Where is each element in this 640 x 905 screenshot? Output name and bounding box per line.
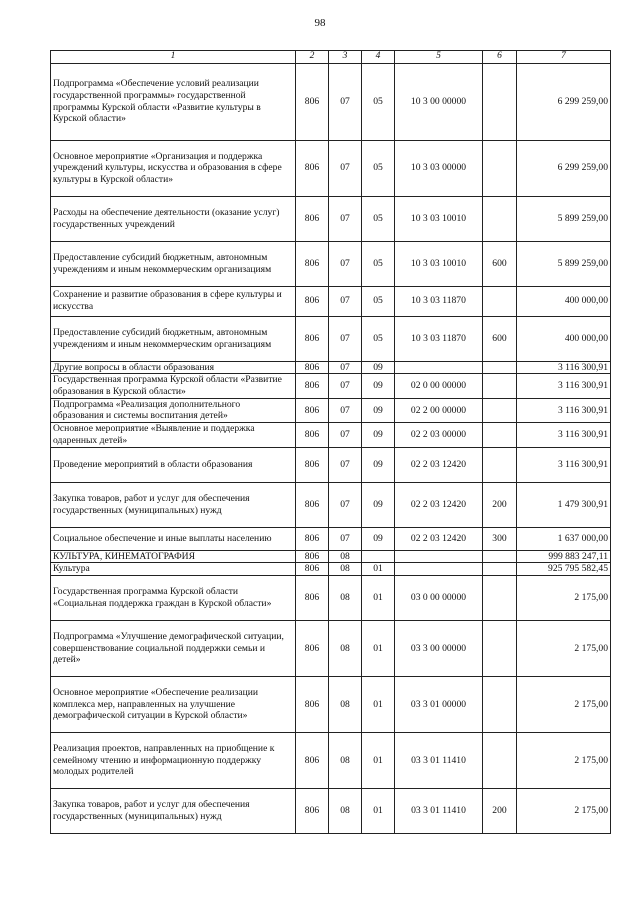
row-vr: 200	[483, 788, 517, 833]
row-csr: 03 3 01 00000	[395, 676, 483, 732]
header-col-rz: 3	[329, 51, 362, 64]
row-sum: 400 000,00	[517, 316, 611, 361]
row-grbs: 806	[296, 527, 329, 550]
row-pr: 05	[362, 140, 395, 196]
row-csr	[395, 563, 483, 576]
table-row	[51, 196, 611, 241]
row-pr: 09	[362, 447, 395, 482]
row-name: Подпрограмма «Улучшение демографической ситуации, совершенствование социальной поддержки семьи и детей»	[51, 620, 296, 676]
row-name: Государственная программа Курской области «Социальная поддержка граждан в Курской области»	[51, 575, 296, 620]
table-row	[51, 575, 611, 620]
table-row	[51, 286, 611, 316]
row-name: Культура	[51, 563, 296, 576]
row-rz: 08	[329, 620, 362, 676]
row-grbs: 806	[296, 140, 329, 196]
row-vr	[483, 374, 517, 398]
row-name: Социальное обеспечение и иные выплаты населению	[51, 527, 296, 550]
row-name: Предоставление субсидий бюджетным, автономным учреждениям и иным некоммерческим организациям	[51, 241, 296, 286]
row-csr: 10 3 03 10010	[395, 196, 483, 241]
row-grbs: 806	[296, 676, 329, 732]
row-vr	[483, 620, 517, 676]
row-pr: 05	[362, 286, 395, 316]
row-sum: 400 000,00	[517, 286, 611, 316]
row-csr: 02 2 03 12420	[395, 527, 483, 550]
header-col-vr: 6	[483, 51, 517, 64]
row-name: Государственная программа Курской области «Развитие образования в Курской области»	[51, 374, 296, 398]
row-rz: 07	[329, 527, 362, 550]
row-sum: 1 479 300,91	[517, 482, 611, 527]
row-csr: 10 3 03 10010	[395, 241, 483, 286]
row-csr: 03 3 01 11410	[395, 788, 483, 833]
row-grbs: 806	[296, 63, 329, 140]
row-csr	[395, 361, 483, 374]
row-rz: 07	[329, 241, 362, 286]
row-rz: 07	[329, 423, 362, 447]
row-rz: 08	[329, 732, 362, 788]
row-sum: 3 116 300,91	[517, 361, 611, 374]
row-name: Основное мероприятие «Выявление и поддержка одаренных детей»	[51, 423, 296, 447]
row-rz: 07	[329, 398, 362, 422]
row-sum: 3 116 300,91	[517, 423, 611, 447]
table-row	[51, 374, 611, 398]
row-rz: 08	[329, 788, 362, 833]
table-row	[51, 316, 611, 361]
row-vr	[483, 575, 517, 620]
row-sum: 3 116 300,91	[517, 447, 611, 482]
row-rz: 07	[329, 361, 362, 374]
row-csr: 03 3 00 00000	[395, 620, 483, 676]
row-csr: 02 2 00 00000	[395, 398, 483, 422]
row-rz: 08	[329, 550, 362, 563]
row-name: Подпрограмма «Обеспечение условий реализации государственной программы» государственной программы Курской области «Развитие культуры в Курской области»	[51, 63, 296, 140]
row-sum: 2 175,00	[517, 620, 611, 676]
row-name: Закупка товаров, работ и услуг для обеспечения государственных (муниципальных) нужд	[51, 482, 296, 527]
row-pr: 05	[362, 241, 395, 286]
row-csr: 10 3 00 00000	[395, 63, 483, 140]
row-vr	[483, 447, 517, 482]
row-grbs: 806	[296, 732, 329, 788]
row-vr: 600	[483, 241, 517, 286]
row-csr: 03 3 01 11410	[395, 732, 483, 788]
page-number: 98	[314, 17, 326, 29]
row-grbs: 806	[296, 361, 329, 374]
table-row	[51, 423, 611, 447]
row-pr	[362, 550, 395, 563]
row-grbs: 806	[296, 447, 329, 482]
row-csr: 10 3 03 00000	[395, 140, 483, 196]
row-vr	[483, 361, 517, 374]
row-grbs: 806	[296, 423, 329, 447]
header-col-csr: 5	[395, 51, 483, 64]
table-row	[51, 732, 611, 788]
row-name: КУЛЬТУРА, КИНЕМАТОГРАФИЯ	[51, 550, 296, 563]
row-name: Реализация проектов, направленных на приобщение к семейному чтению и информационную поддержку молодых родителей	[51, 732, 296, 788]
row-pr: 09	[362, 423, 395, 447]
row-name: Основное мероприятие «Организация и поддержка учреждений культуры, искусства и образования в сфере культуры в Курской области»	[51, 140, 296, 196]
row-sum: 925 795 582,45	[517, 563, 611, 576]
row-pr: 01	[362, 788, 395, 833]
row-grbs: 806	[296, 550, 329, 563]
table-row	[51, 527, 611, 550]
table-row	[51, 140, 611, 196]
row-name: Расходы на обеспечение деятельности (оказание услуг) государственных учреждений	[51, 196, 296, 241]
row-rz: 07	[329, 316, 362, 361]
row-grbs: 806	[296, 620, 329, 676]
row-pr: 01	[362, 732, 395, 788]
row-grbs: 806	[296, 563, 329, 576]
row-pr: 01	[362, 575, 395, 620]
table-row	[51, 482, 611, 527]
row-vr: 600	[483, 316, 517, 361]
row-vr	[483, 732, 517, 788]
table-row	[51, 676, 611, 732]
row-grbs: 806	[296, 398, 329, 422]
header-col-name: 1	[51, 51, 296, 64]
row-pr: 05	[362, 196, 395, 241]
row-sum: 2 175,00	[517, 676, 611, 732]
row-grbs: 806	[296, 788, 329, 833]
row-name: Сохранение и развитие образования в сфере культуры и искусства	[51, 286, 296, 316]
row-vr	[483, 550, 517, 563]
row-csr	[395, 550, 483, 563]
row-sum: 3 116 300,91	[517, 398, 611, 422]
row-name: Другие вопросы в области образования	[51, 361, 296, 374]
row-pr: 05	[362, 63, 395, 140]
row-sum: 999 883 247,11	[517, 550, 611, 563]
row-grbs: 806	[296, 286, 329, 316]
row-grbs: 806	[296, 374, 329, 398]
table-header-row	[51, 51, 611, 64]
row-csr: 03 0 00 00000	[395, 575, 483, 620]
row-vr	[483, 286, 517, 316]
row-pr: 09	[362, 374, 395, 398]
row-rz: 08	[329, 676, 362, 732]
row-sum: 2 175,00	[517, 788, 611, 833]
row-rz: 08	[329, 563, 362, 576]
row-rz: 07	[329, 196, 362, 241]
table-body	[51, 63, 611, 833]
row-vr	[483, 140, 517, 196]
row-pr: 09	[362, 398, 395, 422]
row-rz: 07	[329, 286, 362, 316]
row-sum: 3 116 300,91	[517, 374, 611, 398]
row-name: Основное мероприятие «Обеспечение реализации комплекса мер, направленных на улучшение демографической ситуации в Курской области»	[51, 676, 296, 732]
row-vr	[483, 63, 517, 140]
row-vr	[483, 676, 517, 732]
row-grbs: 806	[296, 316, 329, 361]
row-sum: 2 175,00	[517, 732, 611, 788]
table-row	[51, 550, 611, 563]
row-sum: 6 299 259,00	[517, 63, 611, 140]
table-row	[51, 398, 611, 422]
row-pr: 01	[362, 620, 395, 676]
table-row	[51, 447, 611, 482]
row-grbs: 806	[296, 575, 329, 620]
row-grbs: 806	[296, 241, 329, 286]
header-col-grbs: 2	[296, 51, 329, 64]
row-pr: 09	[362, 482, 395, 527]
row-pr: 09	[362, 527, 395, 550]
row-csr: 02 0 00 00000	[395, 374, 483, 398]
row-vr	[483, 563, 517, 576]
row-sum: 6 299 259,00	[517, 140, 611, 196]
header-col-sum: 7	[517, 51, 611, 64]
row-rz: 07	[329, 140, 362, 196]
row-pr: 01	[362, 563, 395, 576]
row-vr: 300	[483, 527, 517, 550]
row-rz: 07	[329, 63, 362, 140]
row-rz: 07	[329, 374, 362, 398]
row-csr: 02 2 03 12420	[395, 447, 483, 482]
row-vr	[483, 196, 517, 241]
table-row	[51, 788, 611, 833]
row-rz: 07	[329, 447, 362, 482]
row-vr	[483, 423, 517, 447]
row-name: Проведение мероприятий в области образования	[51, 447, 296, 482]
row-csr: 02 2 03 00000	[395, 423, 483, 447]
header-col-pr: 4	[362, 51, 395, 64]
row-name: Закупка товаров, работ и услуг для обеспечения государственных (муниципальных) нужд	[51, 788, 296, 833]
table-row	[51, 620, 611, 676]
table-row	[51, 563, 611, 576]
row-csr: 10 3 03 11870	[395, 316, 483, 361]
table-row	[51, 241, 611, 286]
row-pr: 01	[362, 676, 395, 732]
row-vr	[483, 398, 517, 422]
row-grbs: 806	[296, 196, 329, 241]
row-sum: 1 637 000,00	[517, 527, 611, 550]
row-sum: 5 899 259,00	[517, 196, 611, 241]
row-rz: 08	[329, 575, 362, 620]
row-csr: 02 2 03 12420	[395, 482, 483, 527]
table-row	[51, 361, 611, 374]
budget-table	[50, 50, 611, 834]
table-row	[51, 63, 611, 140]
row-pr: 09	[362, 361, 395, 374]
row-csr: 10 3 03 11870	[395, 286, 483, 316]
row-pr: 05	[362, 316, 395, 361]
row-name: Предоставление субсидий бюджетным, автономным учреждениям и иным некоммерческим организациям	[51, 316, 296, 361]
row-grbs: 806	[296, 482, 329, 527]
row-vr: 200	[483, 482, 517, 527]
row-sum: 5 899 259,00	[517, 241, 611, 286]
row-name: Подпрограмма «Реализация дополнительного образования и системы воспитания детей»	[51, 398, 296, 422]
row-rz: 07	[329, 482, 362, 527]
row-sum: 2 175,00	[517, 575, 611, 620]
